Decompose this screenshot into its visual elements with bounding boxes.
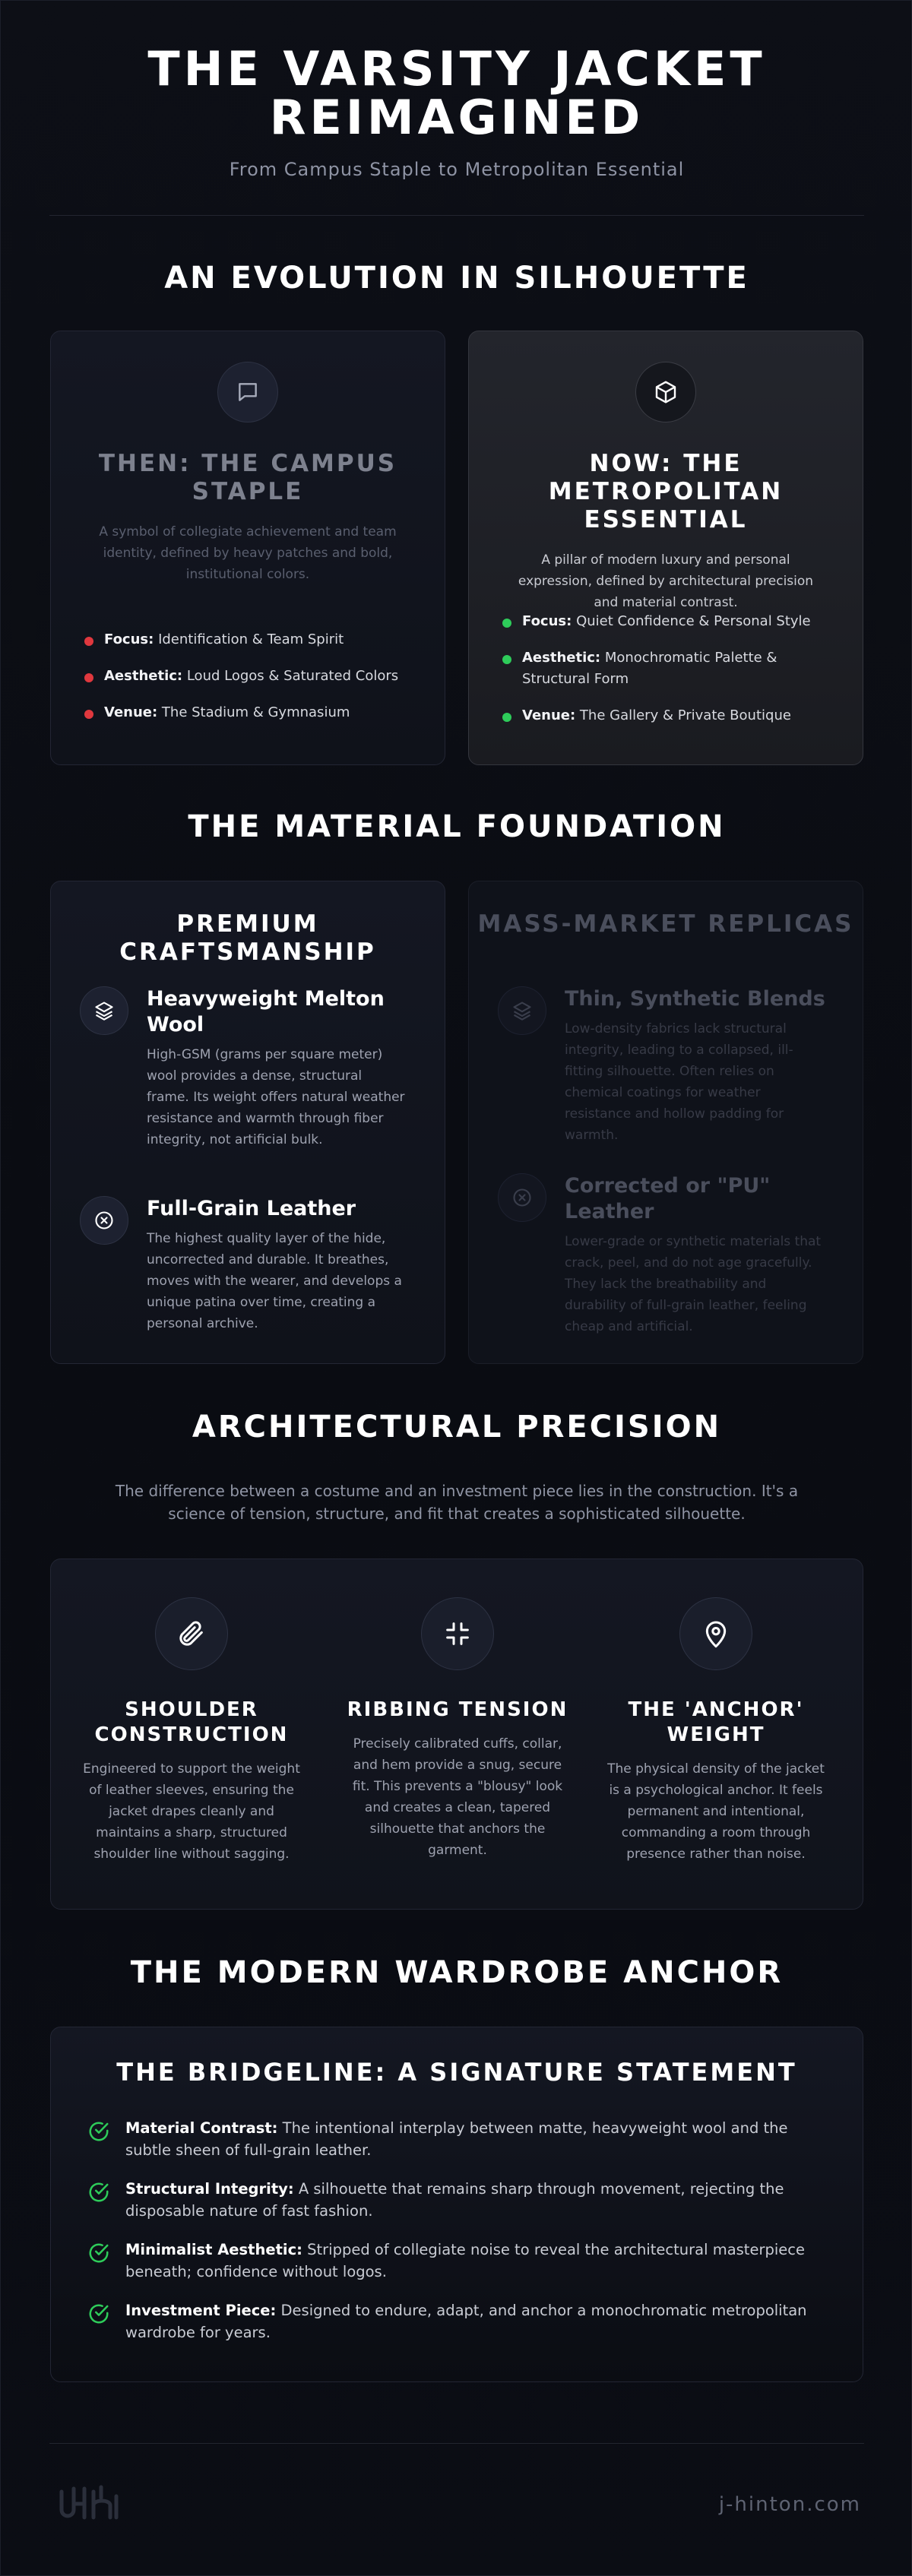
material-item <box>498 986 840 1146</box>
material-item-text: Lower-grade or synthetic materials that crack, peel, and do not age gracefully. They lack the breathability and durability of full-grain leather, feeling cheap and artificial. <box>565 1234 822 1334</box>
layers-icon <box>80 986 128 1035</box>
architecture-column-title: RIBBING TENSION <box>347 1698 568 1721</box>
map-pin-icon <box>679 1597 752 1670</box>
mass-market-card <box>468 881 863 1364</box>
architecture-card <box>50 1559 863 1910</box>
material-item-title: Full-Grain Leather <box>147 1197 356 1220</box>
bridgeline-list <box>87 2117 817 2360</box>
material-item <box>80 986 422 1150</box>
check-circle-icon <box>87 2120 110 2143</box>
footer-url-link[interactable]: j-hinton.com <box>718 2493 861 2516</box>
check-circle-icon <box>87 2242 110 2264</box>
architecture-column-title: SHOULDER CONSTRUCTION <box>94 1698 289 1746</box>
divider <box>49 2443 864 2444</box>
cube-icon <box>635 362 696 422</box>
list-item: Investment Piece: Designed to endure, adapt, and anchor a monochromatic metropolitan wardrobe for years. <box>87 2299 817 2343</box>
then-title: THEN: THE CAMPUS STAPLE <box>98 450 397 505</box>
material-item-title: Corrected or "PU" Leather <box>565 1174 771 1223</box>
material-item-title: Thin, Synthetic Blends <box>565 987 825 1011</box>
now-bullets <box>499 611 840 742</box>
paperclip-icon <box>155 1597 228 1670</box>
architecture-intro: The difference between a costume and an investment piece lies in the construction. It's a science of tension, structure, and fit that creates a sophisticated silhouette. <box>115 1482 799 1523</box>
architecture-column-text: Precisely calibrated cuffs, collar, and hem provide a snug, secure fit. This prevents a "blousy" look and creates a clean, tapered silhouette that anchors the garment. <box>352 1736 563 1858</box>
then-card <box>50 331 445 765</box>
bridgeline-title: THE BRIDGELINE: A SIGNATURE STATEMENT <box>116 2058 797 2087</box>
chat-bubble-icon <box>217 362 278 422</box>
premium-card <box>50 881 445 1364</box>
jh-monogram-icon <box>54 2481 124 2527</box>
architecture-column <box>74 1597 309 1865</box>
layers-icon <box>498 986 546 1035</box>
material-item-title: Heavyweight Melton Wool <box>147 987 385 1036</box>
page-title: THE VARSITY JACKET REIMAGINED <box>147 41 766 145</box>
architecture-column <box>598 1597 834 1865</box>
material-item-text: Low-density fabrics lack structural integrity, leading to a collapsed, ill-fitting silhouette. Often relies on chemical coatings for weather resistance and hollow padding for warmth. <box>565 1021 793 1143</box>
premium-title: PREMIUM CRAFTSMANSHIP <box>119 910 376 966</box>
material-item <box>80 1196 422 1334</box>
section-title-wardrobe: THE MODERN WARDROBE ANCHOR <box>130 1955 784 1990</box>
architecture-column-title: THE 'ANCHOR' WEIGHT <box>628 1698 804 1746</box>
check-circle-icon <box>87 2302 110 2325</box>
architecture-column <box>340 1597 575 1861</box>
list-item: Aesthetic: Monochromatic Palette & Structural Form <box>499 647 840 690</box>
section-title-material: THE MATERIAL FOUNDATION <box>188 809 726 844</box>
list-item: Venue: The Gallery & Private Boutique <box>499 705 840 726</box>
then-bullets <box>81 629 422 739</box>
list-item: Minimalist Aesthetic: Stripped of collegiate noise to reveal the architectural masterpiece beneath; confidence without logos. <box>87 2239 817 2283</box>
material-item-text: High-GSM (grams per square meter) wool provides a dense, structural frame. Its weight offers natural weather resistance and warmth through fiber integrity, not artificial bulk. <box>147 1047 405 1147</box>
now-description: A pillar of modern luxury and personal expression, defined by architectural precision and material contrast. <box>518 552 814 610</box>
list-item: Material Contrast: The intentional interplay between matte, heavyweight wool and the subtle sheen of full-grain leather. <box>87 2117 817 2161</box>
bridgeline-card <box>50 2027 863 2382</box>
list-item: Venue: The Stadium & Gymnasium <box>81 702 422 723</box>
architecture-column-text: Engineered to support the weight of leather sleeves, ensuring the jacket drapes cleanly and maintains a sharp, structured shoulder line without sagging. <box>83 1761 300 1862</box>
hero <box>1 41 912 180</box>
list-item: Structural Integrity: A silhouette that remains sharp through movement, rejecting the disposable nature of fast fashion. <box>87 2178 817 2222</box>
material-item-text: The highest quality layer of the hide, uncorrected and durable. It breathes, moves with the wearer, and develops a unique patina over time, creating a personal archive. <box>147 1231 402 1331</box>
list-item: Aesthetic: Loud Logos & Saturated Colors <box>81 666 422 687</box>
check-circle-icon <box>87 2181 110 2204</box>
now-card <box>468 331 863 765</box>
compress-icon <box>421 1597 494 1670</box>
architecture-column-text: The physical density of the jacket is a psychological anchor. It feels permanent and intentional, commanding a room through presence rather than noise. <box>607 1761 825 1862</box>
page-subtitle: From Campus Staple to Metropolitan Essential <box>229 159 685 180</box>
divider <box>49 215 864 216</box>
list-item: Focus: Identification & Team Spirit <box>81 629 422 650</box>
x-circle-icon <box>80 1196 128 1245</box>
section-title-evolution: AN EVOLUTION IN SILHOUETTE <box>164 261 749 296</box>
section-title-architecture: ARCHITECTURAL PRECISION <box>192 1410 722 1445</box>
then-description: A symbol of collegiate achievement and team identity, defined by heavy patches and bold, institutional colors. <box>99 524 397 582</box>
mass-market-title: MASS-MARKET REPLICAS <box>477 910 854 938</box>
list-item: Focus: Quiet Confidence & Personal Style <box>499 611 840 632</box>
now-title: NOW: THE METROPOLITAN ESSENTIAL <box>548 450 784 533</box>
material-item <box>498 1173 840 1337</box>
x-circle-icon <box>498 1173 546 1222</box>
